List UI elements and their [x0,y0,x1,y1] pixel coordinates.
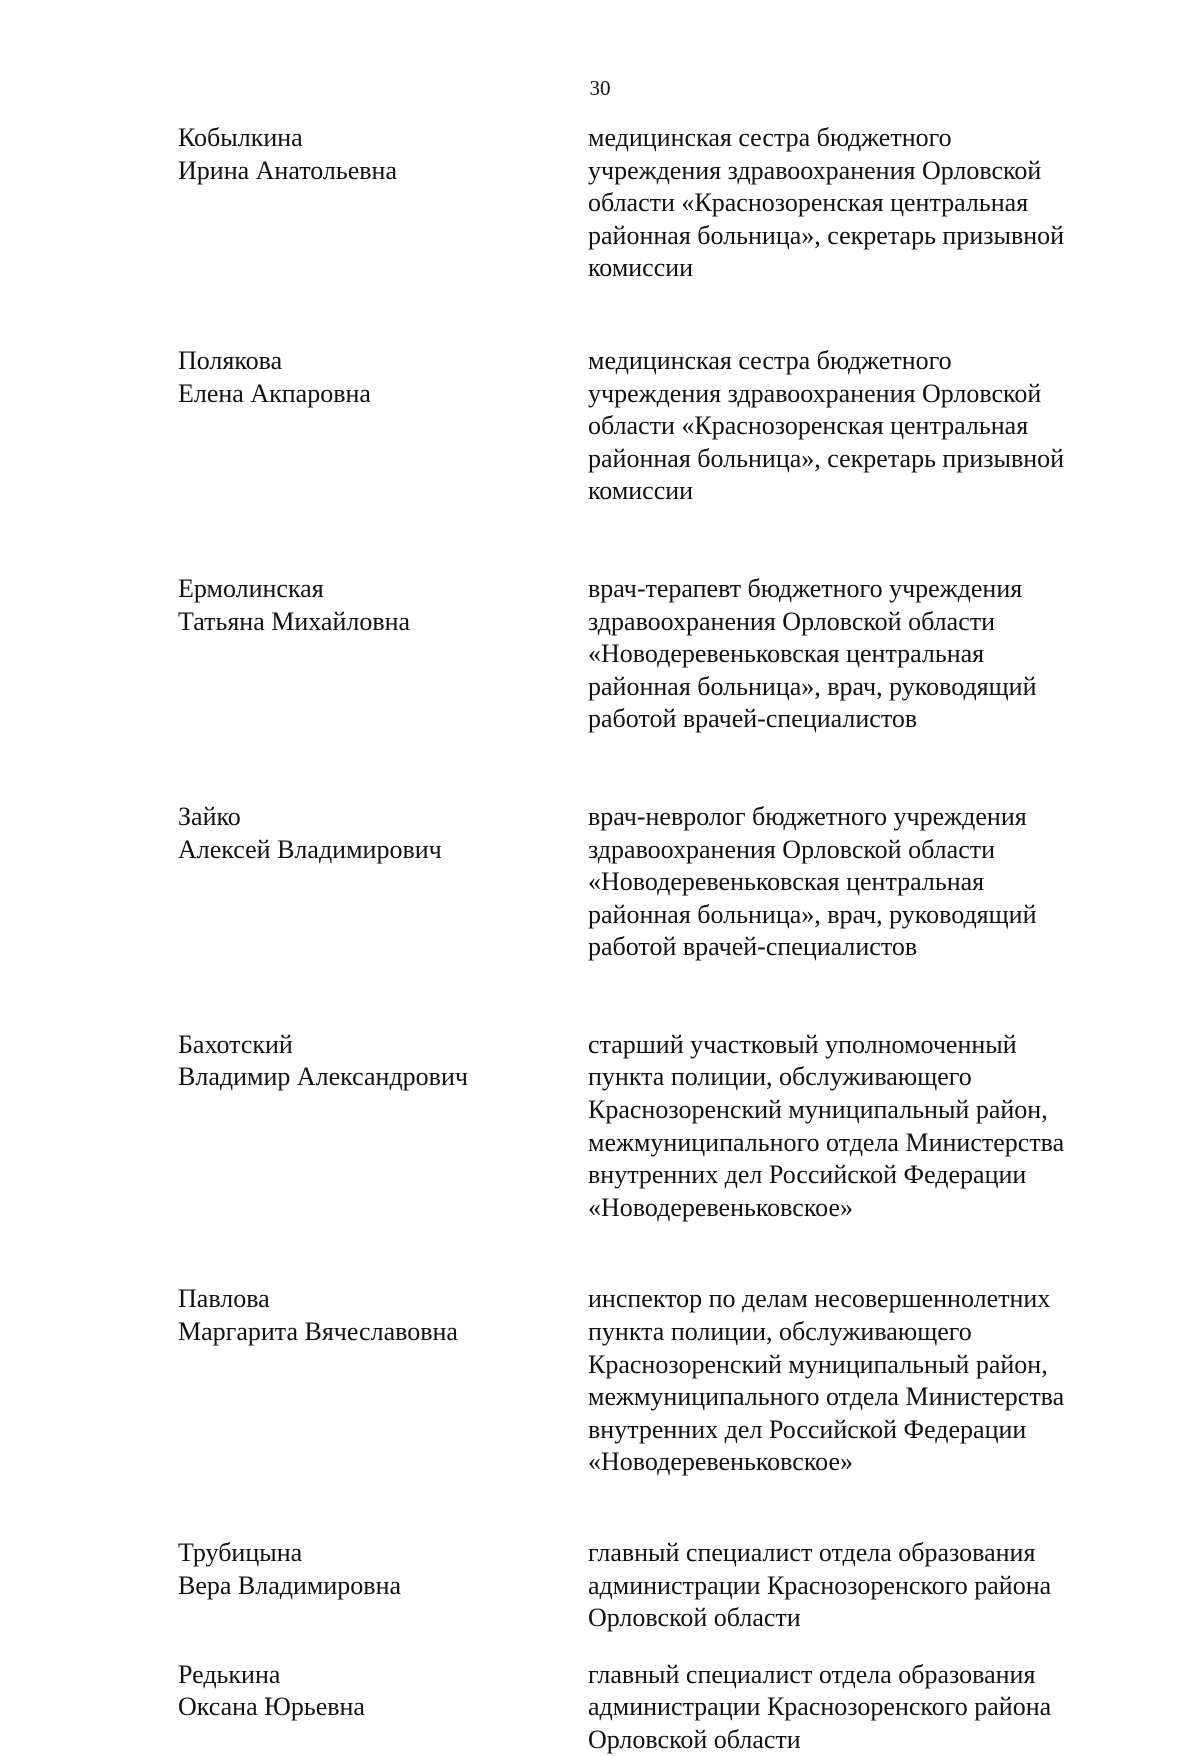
position-line: районная больница», секретарь призывной [588,443,1065,473]
position-line: администрации Краснозоренского района [588,1570,1052,1600]
position-line: администрации Краснозоренского района [588,1692,1052,1722]
position-line: Краснозоренский муниципальный район, [588,1349,1048,1379]
member-given-names: Татьяна Михайловна [178,606,411,636]
member-surname: Ермолинская [178,573,324,603]
position-line: «Новодеревеньковская центральная [588,867,985,897]
member-position [588,573,1118,736]
member-entry [178,345,1128,508]
position-line: районная больница», врач, руководящий [588,671,1037,701]
member-surname: Редькина [178,1659,281,1689]
member-name [178,1659,578,1724]
position-line: старший участковый уполномоченный [588,1029,1017,1059]
position-line: межмуниципального отдела Министерства [588,1382,1065,1412]
member-given-names: Алексей Владимирович [178,834,442,864]
member-position [588,1283,1118,1479]
position-line: пункта полиции, обслуживающего [588,1317,972,1347]
member-position [588,1537,1118,1635]
member-name [178,1537,578,1602]
member-entry [178,573,1128,736]
member-entry [178,1659,1128,1757]
position-line: районная больница», секретарь призывной [588,220,1065,250]
position-line: работой врачей-специалистов [588,932,918,962]
member-surname: Зайко [178,801,241,831]
member-surname: Полякова [178,345,283,375]
member-name [178,573,578,638]
member-name [178,1283,578,1348]
member-surname: Кобылкина [178,123,303,152]
position-line: «Новодеревеньковское» [588,1192,854,1222]
commission-member-list [178,122,1128,1757]
member-given-names: Оксана Юрьевна [178,1692,365,1722]
member-given-names: Владимир Александрович [178,1062,468,1092]
member-entry [178,1029,1128,1225]
member-entry [178,1537,1128,1635]
member-position [588,1659,1118,1757]
member-position [588,801,1118,964]
position-line: главный специалист отдела образования [588,1538,1036,1567]
position-line: области «Краснозоренская центральная [588,188,1029,218]
position-line: медицинская сестра бюджетного [588,123,952,152]
member-given-names: Ирина Анатольевна [178,155,397,185]
member-name [178,122,578,187]
position-line: врач-невролог бюджетного учреждения [588,801,1027,831]
position-line: главный специалист отдела образования [588,1659,1036,1689]
position-line: межмуниципального отдела Министерства [588,1127,1065,1157]
position-line: «Новодеревеньковское» [588,1447,854,1477]
member-given-names: Елена Акпаровна [178,378,371,408]
member-given-names: Маргарита Вячеславовна [178,1317,458,1347]
position-line: медицинская сестра бюджетного [588,345,952,375]
position-line: работой врачей-специалистов [588,704,918,734]
member-surname: Павлова [178,1284,270,1314]
member-entry [178,801,1128,964]
member-entry [178,122,1128,285]
member-given-names: Вера Владимировна [178,1570,402,1600]
position-line: врач-терапевт бюджетного учреждения [588,573,1023,603]
position-line: «Новодеревеньковская центральная [588,639,985,669]
member-position [588,1029,1118,1225]
page-number: 30 [589,76,611,100]
position-line: пункта полиции, обслуживающего [588,1062,972,1092]
position-line: Орловской области [588,1603,801,1633]
position-line: здравоохранения Орловской области [588,834,996,864]
position-line: учреждения здравоохранения Орловской [588,378,1042,408]
position-line: комиссии [588,253,694,283]
position-line: Краснозоренский муниципальный район, [588,1095,1048,1125]
member-name [178,1029,578,1094]
member-name [178,345,578,410]
position-line: Орловской области [588,1724,801,1754]
member-surname: Бахотский [178,1029,293,1059]
member-entry [178,1283,1128,1479]
position-line: здравоохранения Орловской области [588,606,996,636]
position-line: районная больница», врач, руководящий [588,899,1037,929]
position-line: инспектор по делам несовершеннолетних [588,1284,1051,1314]
member-surname: Трубицына [178,1538,303,1567]
position-line: комиссии [588,476,694,506]
member-name [178,801,578,866]
position-line: внутренних дел Российской Федерации [588,1414,1027,1444]
position-line: внутренних дел Российской Федерации [588,1160,1027,1190]
position-line: области «Краснозоренская центральная [588,411,1029,441]
member-position [588,345,1118,508]
position-line: учреждения здравоохранения Орловской [588,155,1042,185]
member-position [588,122,1118,285]
